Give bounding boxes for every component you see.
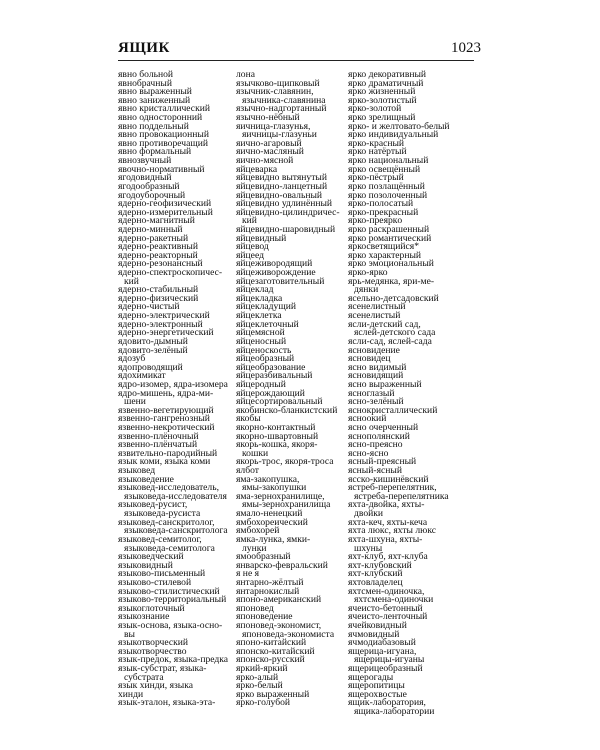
word-entry-line: яйцесортировальный: [236, 396, 323, 408]
word-entry-line: ярко выраженный: [236, 688, 310, 700]
word-entry-line: ярко драматичный: [348, 77, 424, 89]
word-entry-line: ярко национальный: [348, 155, 429, 167]
word-entry-line: язык хинди, языка: [118, 680, 194, 692]
word-entry-line: ямбохореический: [236, 516, 308, 528]
word-entry-line: ядерно-реактивный: [118, 241, 199, 253]
word-entry-line: ярко эмоциональный: [348, 258, 434, 270]
word-entry-line: ярко романтический: [348, 232, 432, 244]
word-entry-line: яйцевидно удлинённый: [236, 198, 333, 210]
word-entry-line: яичницы-глазуньи: [242, 129, 317, 141]
word-entry-line: язвенно-плёнчатый: [118, 439, 198, 451]
word-entry-line: якобинско-бланкистский: [236, 404, 338, 416]
word-entry-line: ящика-лаборатории: [354, 706, 435, 718]
word-entry-line: январско-февральский: [236, 559, 328, 571]
word-column-2: [236, 71, 356, 708]
word-entry-line: ячмовидный: [348, 628, 400, 640]
word-entry-line: якорь-трос, якоря-троса: [236, 456, 334, 468]
word-entry-line: яхт-клубский: [348, 568, 403, 580]
word-entry-line: яйцевидно-цилиндричес-: [236, 206, 340, 218]
word-entry-line: ярко-ярко: [348, 267, 388, 279]
word-entry-line: язычно-надгортанный: [236, 103, 327, 115]
word-entry-line: якорь-кошка, якоря-: [236, 439, 318, 451]
word-entry-line: ярко раскрашенный: [348, 223, 430, 235]
word-entry-line: яхта-кеч, яхты-кеча: [348, 516, 428, 528]
word-entry-line: яснополянский: [348, 430, 410, 442]
word-entry-line: ялбот: [236, 465, 259, 477]
word-entry-line: яйцеобразование: [236, 361, 306, 373]
word-entry-line: ядерно-геофизический: [118, 198, 212, 210]
word-entry-line: яма-зернохранилище,: [236, 490, 325, 502]
word-entry-line: якорно-швартовный: [236, 430, 319, 442]
running-head-word: ЯЩИК: [118, 40, 170, 56]
word-entry-line: ядерно-минный: [118, 223, 183, 235]
word-entry-line: язвенно-гангренозный: [118, 413, 210, 425]
word-entry-line: яйцекладка: [236, 292, 283, 304]
word-entry-line: явно выраженный: [118, 86, 192, 98]
word-entry-line: ядерно-электрический: [118, 310, 210, 322]
word-entry-line: лунки: [242, 542, 267, 554]
word-entry-line: язык-основа, языка-осно-: [118, 620, 223, 631]
word-entry-line: ягодоуборочный: [118, 189, 186, 201]
word-entry-line: ячмодиабазовый: [348, 637, 416, 649]
word-entry-line: ясенелистный: [348, 301, 406, 313]
word-entry-line: яйцекладущий: [236, 301, 296, 313]
word-entry-line: языковед-исследователь,: [118, 482, 219, 494]
word-entry-line: языково-стилистический: [118, 585, 220, 597]
word-entry-line: яичница-глазунья,: [236, 120, 311, 132]
word-entry-line: ясли-сад, яслей-сада: [348, 335, 432, 347]
word-entry-line: ясно-зелёный: [348, 396, 404, 408]
word-entry-line: ясновидение: [348, 344, 400, 356]
word-entry-line: яхта люкс, яхты люкс: [348, 525, 437, 537]
word-entry-line: языкотворческий: [118, 637, 189, 649]
word-entry-line: ярко-золотистый: [348, 94, 417, 106]
word-entry-line: язык коми, языка коми: [118, 456, 211, 468]
word-entry-line: ящерохвостые: [348, 688, 407, 700]
word-entry-line: языковед-санскритолог,: [118, 516, 215, 528]
word-entry-line: ярко-золотой: [348, 103, 402, 115]
word-entry-line: ярко позлащённый: [348, 180, 425, 192]
word-entry-line: ядро-мишень, ядра-ми-: [118, 387, 214, 399]
word-entry-line: ягодовидный: [118, 172, 172, 184]
word-entry-line: ярко-алый: [236, 671, 279, 683]
word-entry-line: кошки: [242, 447, 269, 459]
word-entry-line: явно противоречащий: [118, 137, 209, 149]
word-entry-line: яркий-яркий: [236, 663, 288, 675]
word-entry-line: ядро-изомер, ядра-изомера: [118, 378, 228, 390]
word-entry-line: яйцевидный: [236, 232, 287, 244]
word-entry-line: ямообразный: [236, 551, 291, 563]
word-entry-line: ядерно-резонансный: [118, 258, 203, 270]
word-entry-line: яично-агаровый: [236, 137, 302, 149]
word-entry-line: яйцеклеточный: [236, 318, 299, 330]
word-entry-line: ярко натёртый: [348, 146, 407, 158]
word-entry-line: хинди: [118, 688, 144, 700]
word-entry-line: ярко характерный: [348, 249, 422, 261]
word-entry-line: ячейковидный: [348, 620, 407, 631]
word-entry-line: ястреба-перепелятника: [354, 490, 449, 502]
word-entry-line: яйцеживородящий: [236, 258, 313, 270]
word-entry-line: японовед: [236, 602, 274, 614]
word-entry-line: яйцевидно вытянутый: [236, 172, 327, 184]
word-entry-line: языковед: [118, 465, 156, 477]
word-entry-line: ядерно-энергетический: [118, 327, 214, 339]
word-entry-line: ясно видимый: [348, 361, 407, 373]
word-entry-line: явно поддельный: [118, 120, 189, 132]
word-entry-line: языково-письменный: [118, 568, 206, 580]
word-entry-line: ярко жизненный: [348, 86, 416, 98]
word-entry-line: ясно выраженный: [348, 378, 422, 390]
word-entry-line: яично-мясной: [236, 155, 294, 167]
word-entry-line: японоведа-экономиста: [242, 628, 335, 640]
word-entry-line: языкоглоточный: [118, 602, 185, 614]
word-entry-line: ярко индивидуальный: [348, 129, 439, 141]
page-number: 1023: [451, 40, 481, 56]
word-entry-line: языковидный: [118, 559, 173, 571]
word-entry-line: ядерно-спектроскопичес-: [118, 267, 223, 279]
word-entry-line: я не я: [236, 568, 260, 580]
word-entry-line: ягодообразный: [118, 180, 180, 192]
word-entry-line: яйцевидно-ланцетный: [236, 180, 328, 192]
word-entry-line: яйцевидно-овальный: [236, 189, 323, 201]
word-entry-line: языково-территориальный: [118, 594, 227, 606]
word-entry-line: яхтовладелец: [348, 576, 403, 588]
word-entry-line: язычно-нёбный: [236, 112, 300, 124]
word-entry-line: японоведение: [236, 611, 293, 623]
word-entry-line: ярко-прекрасный: [348, 206, 419, 218]
word-entry-line: японо-китайский: [236, 637, 307, 649]
word-entry-line: яйцеразбивальный: [236, 370, 313, 382]
word-entry-line: язвительно-пародийный: [118, 447, 218, 459]
word-entry-line: язык-субстрат, языка-: [118, 663, 207, 675]
word-entry-line: ясли-детский сад,: [348, 318, 421, 330]
word-entry-line: яхт-клубовский: [348, 559, 412, 571]
word-entry-line: яхтсмен-одиночка,: [348, 585, 425, 597]
word-entry-line: яйцезаготовительный: [236, 275, 325, 287]
word-entry-line: ясско-кишинёвский: [348, 473, 429, 485]
word-entry-line: ясный-ясный: [348, 465, 402, 477]
word-entry-line: японо-американский: [236, 594, 322, 606]
word-entry-line: яйцерождающий: [236, 387, 305, 399]
word-entry-line: ядерно-физический: [118, 292, 199, 304]
word-entry-line: яслей-детского сада: [354, 327, 436, 339]
word-entry-line: яркосветящийся*: [348, 241, 420, 253]
word-entry-line: ящеропитицы: [348, 680, 405, 692]
word-entry-line: язык-эталон, языка-эта-: [118, 697, 216, 709]
word-entry-line: ярко зрелищный: [348, 112, 416, 124]
word-entry-line: яично-масляный: [236, 146, 304, 158]
word-entry-line: яйцеродный: [236, 378, 286, 390]
word-entry-line: яхтсмена-одиночки: [354, 594, 434, 606]
word-entry-line: японско-китайский: [236, 645, 315, 657]
word-entry-line: ядовито-зелёный: [118, 344, 188, 356]
word-entry-line: языкотворчество: [118, 645, 187, 657]
word-entry-line: ядерно-измерительный: [118, 206, 213, 218]
word-entry-line: яйцевидно-шаровидный: [236, 223, 336, 235]
word-entry-line: яйцеварка: [236, 163, 278, 175]
word-entry-line: ярко позолоченный: [348, 189, 428, 201]
word-entry-line: яхта-шхуна, яхты-: [348, 533, 423, 545]
word-entry-line: японовед-экономист,: [236, 620, 322, 631]
word-entry-line: явно провокационный: [118, 129, 209, 141]
word-entry-line: ярко-полосатый: [348, 198, 414, 210]
word-entry-line: ясновидец: [348, 353, 391, 365]
word-entry-line: дянки: [354, 284, 379, 296]
word-entry-line: языковеда-исследователя: [124, 490, 227, 502]
word-entry-line: ящик-лаборатория,: [348, 697, 426, 709]
word-entry-line: явно односторонний: [118, 112, 203, 124]
word-entry-line: ярко-пёстрый: [348, 172, 404, 184]
word-entry-line: язвенно-плёночный: [118, 430, 199, 442]
word-entry-line: явнозвучный: [118, 155, 172, 167]
word-entry-line: ядерно-реакторный: [118, 249, 198, 261]
word-entry-line: ящерогады: [348, 671, 394, 683]
word-entry-line: ядопроводящий: [118, 361, 183, 373]
word-entry-line: язвенно-вегетирующий: [118, 404, 214, 416]
word-entry-line: шени: [124, 396, 146, 408]
word-entry-line: явно формальный: [118, 146, 192, 158]
word-entry-line: яхт-клуб, яхт-клуба: [348, 551, 428, 563]
word-entry-line: ярко освещённый: [348, 163, 421, 175]
word-column-1: [118, 71, 238, 708]
word-entry-line: ясенелистый: [348, 310, 401, 322]
word-entry-line: ячеисто-ленточный: [348, 611, 428, 623]
word-entry-line: яснокристаллический: [348, 404, 438, 416]
word-entry-line: лона: [236, 69, 255, 80]
word-entry-line: языковедческий: [118, 551, 184, 563]
word-entry-line: ячеисто-бетонный: [348, 602, 423, 614]
word-entry-line: явно кристаллический: [118, 103, 210, 115]
word-entry-line: яйцеобразный: [236, 353, 295, 365]
word-entry-line: явочно-нормативный: [118, 163, 205, 175]
word-entry-line: языковедение: [118, 473, 174, 485]
word-entry-line: яйценоскость: [236, 344, 292, 356]
word-entry-line: ямбохорей: [236, 525, 280, 537]
word-entry-line: языковед-семитолог,: [118, 533, 202, 545]
word-entry-line: ящерица-игуана,: [348, 645, 417, 657]
word-entry-line: ярко-преяркo: [348, 215, 403, 227]
word-entry-line: ядохимикат: [118, 370, 166, 382]
word-entry-line: ямало-ненецкий: [236, 508, 303, 520]
word-entry-line: ядерно-электронный: [118, 318, 203, 330]
word-entry-line: яйцеед: [236, 249, 264, 261]
word-entry-line: ядерно-чистый: [118, 301, 180, 313]
word-entry-line: ярко декоративный: [348, 69, 427, 80]
word-entry-line: якорно-контактный: [236, 421, 316, 433]
word-entry-line: японско-русский: [236, 654, 305, 666]
word-entry-line: явнобрачный: [118, 77, 172, 89]
word-entry-line: языково-стилевой: [118, 576, 192, 588]
word-entry-line: ясно-преясно: [348, 439, 403, 451]
word-entry-line: яма-закопушка,: [236, 473, 300, 485]
word-entry-line: ясно-ясно: [348, 447, 389, 459]
header-rule: [118, 60, 474, 61]
word-entry-line: двойки: [354, 508, 384, 520]
word-entry-line: язычника-славянина: [242, 94, 326, 106]
word-entry-line: языковеда-русиста: [124, 508, 201, 520]
word-entry-line: ясноглазый: [348, 387, 395, 399]
word-entry-line: ямы-зернохранилища: [242, 499, 331, 511]
word-entry-line: янтарно-жёлтый: [236, 576, 304, 588]
word-entry-line: ярко- и желтовато-белый: [348, 120, 450, 132]
word-entry-line: шхуны: [354, 542, 383, 554]
word-entry-line: языковед-русист,: [118, 499, 188, 511]
word-entry-line: ямка-лунка, ямки-: [236, 533, 311, 545]
word-entry-line: ярко-красный: [348, 137, 405, 149]
word-entry-line: ящерицеобразный: [348, 663, 423, 675]
word-entry-line: ястреб-перепелятник,: [348, 482, 437, 494]
word-entry-line: ящерицы-игуаны: [354, 654, 425, 666]
word-entry-line: ясельно-детсадовский: [348, 292, 439, 304]
word-entry-line: яйцеклад: [236, 284, 274, 296]
word-entry-line: явно заниженный: [118, 94, 191, 106]
word-entry-line: ямы-закопушки: [242, 482, 307, 494]
word-entry-line: ярь-медянка, яри-ме-: [348, 275, 435, 287]
word-entry-line: якобы: [236, 413, 261, 425]
word-entry-line: ясный-преясный: [348, 456, 417, 468]
word-entry-line: языкознание: [118, 611, 170, 623]
word-entry-line: ядерно-ракетный: [118, 232, 189, 244]
word-entry-line: янтарнокислый: [236, 585, 300, 597]
word-entry-line: языковеда-семитолога: [124, 542, 215, 554]
word-column-3: [348, 71, 468, 717]
word-entry-line: ярко-белый: [236, 680, 283, 692]
word-entry-line: язычково-щипковый: [236, 77, 320, 89]
word-entry-line: языковеда-санскритолога: [124, 525, 228, 537]
word-entry-line: ядовито-дымный: [118, 335, 188, 347]
word-entry-line: вы: [124, 628, 135, 640]
word-entry-line: ясноокий: [348, 413, 387, 425]
word-entry-line: яйцеживорождение: [236, 267, 316, 279]
word-entry-line: яйценосный: [236, 335, 287, 347]
word-entry-line: явно больной: [118, 69, 174, 80]
word-entry-line: ядерно-магнитный: [118, 215, 195, 227]
word-entry-line: субстрата: [124, 671, 164, 683]
word-entry-line: яйцемясной: [236, 327, 285, 339]
word-entry-line: язычник-славянин,: [236, 86, 314, 98]
word-entry-line: яйцевод: [236, 241, 269, 253]
word-entry-line: ядерно-стабильный: [118, 284, 199, 296]
word-entry-line: язык-предок, языка-предка: [118, 654, 229, 666]
word-entry-line: язвенно-некротический: [118, 421, 215, 433]
word-entry-line: яйцеклетка: [236, 310, 282, 322]
word-entry-line: кий: [124, 275, 139, 287]
word-entry-line: ясновидящий: [348, 370, 404, 382]
word-entry-line: яхта-двойка, яхты-: [348, 499, 425, 511]
word-entry-line: ядозуб: [118, 353, 146, 365]
word-entry-line: ярко-голубой: [236, 697, 291, 709]
word-entry-line: кий: [242, 215, 257, 227]
word-entry-line: ясно очерченный: [348, 421, 419, 433]
